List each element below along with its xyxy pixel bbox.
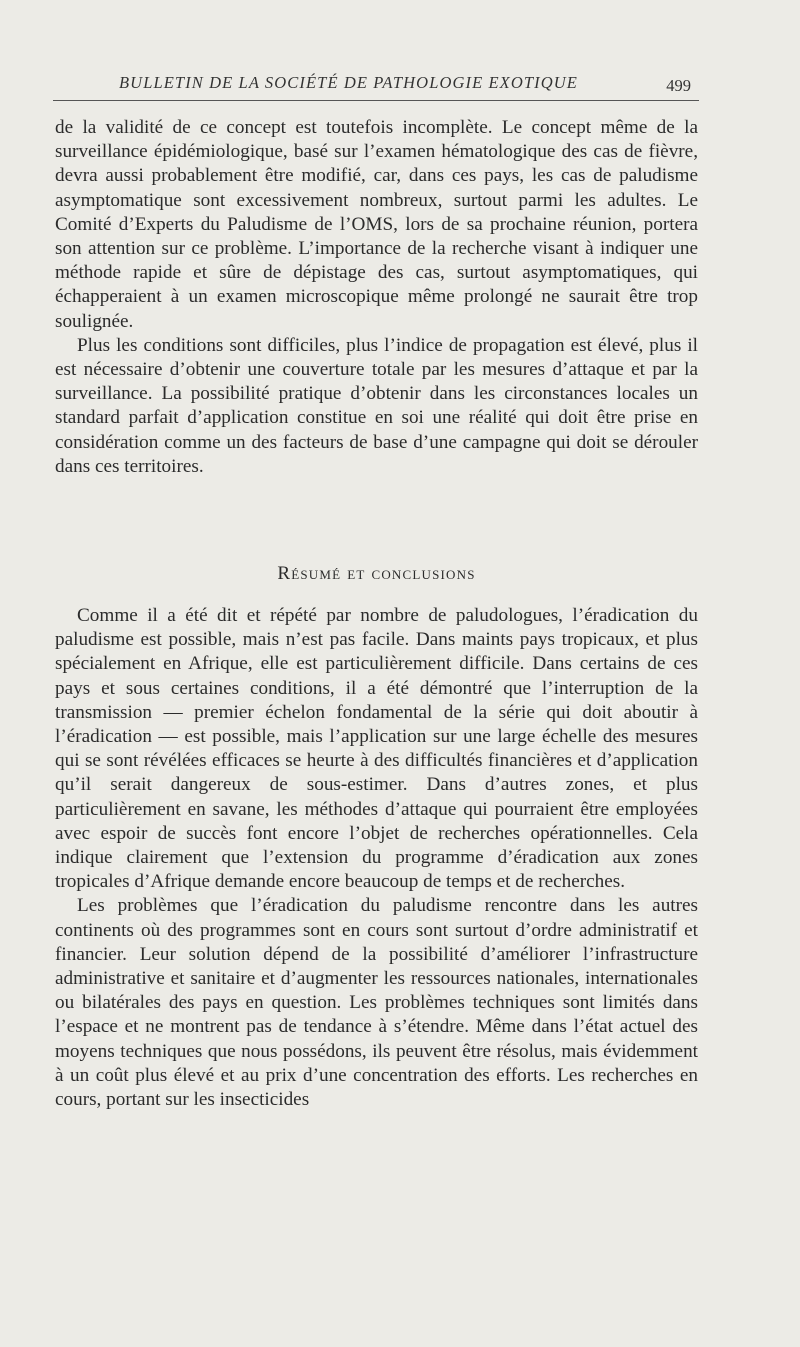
- paragraph: Plus les conditions sont difficiles, plus l’indice de propagation est élevé, plus il est nécessaire d’obtenir une couverture totale par les mesures d’attaque et par la surveillance. La possibilité pratique d’obtenir dans les circonstances locales un standard parfait d’application constitue en soi une réalité qui doit être prise en considération comme un des facteurs de base d’une campagne qui doit se dérouler dans ces territoires.: [55, 334, 698, 477]
- paragraph: Comme il a été dit et répété par nombre de paludologues, l’éradication du paludisme est possible, mais n’est pas facile. Dans maints pays tropicaux, et plus spécialement en Afrique, elle est particulièrement difficile. Dans certains de ces pays et sous certaines conditions, il a été démontré que l’interruption de la transmission — premier échelon fondamental de la série qui doit aboutir à l’éradication — est possible, mais l’application sur une large échelle des mesures qui se sont révélées efficaces se heurte à des difficultés financières et d’application qu’il serait dangereux de sous-estimer. Dans d’autres zones, et plus particulièrement en savane, les méthodes d’attaque qui pourraient être employées avec espoir de succès font encore l’objet de recherches opérationnelles. Cela indique clairement que l’extension du programme d’éradication aux zones tropicales d’Afrique demande encore beaucoup de temps et de recherches.: [55, 605, 698, 893]
- paragraph: Les problèmes que l’éradication du paludisme rencontre dans les autres continents où des programmes sont en cours sont surtout d’ordre administratif et financier. Leur solution dépend de la possibilité d’améliorer l’infrastructure administrative et sanitaire et d’augmenter les ressources nationales, internationales ou bilatérales des pays en question. Les problèmes techniques sont limités dans l’espace et ne montrent pas de tendance à s’étendre. Même dans l’état actuel des moyens techniques que nous possédons, ils peuvent être résolus, mais évidemment à un coût plus élevé et au prix d’une concentration des efforts. Les recherches en cours, portant sur les insecticides: [55, 895, 698, 1111]
- continuation-paragraph: de la validité de ce concept est toutefois incomplète. Le concept même de la surveillance épidémiologique, basé sur l’examen hématologique des cas de fièvre, devra aussi probablement être modifié, car, dans ces pays, les cas de paludisme asymptomatique sont excessivement nombreux, surtout parmi les adultes. Le Comité d’Experts du Paludisme de l’OMS, lors de sa prochaine réunion, portera son attention sur ce problème. L’importance de la recherche visant à indiquer une méthode rapide et sûre de dépistage des cas, surtout asymptomatiques, qui échapperaient à un examen microscopique même prolongé ne saurait être trop soulignée.: [55, 117, 698, 332]
- section-heading: Résumé et conclusions: [277, 563, 476, 584]
- body-text-summary: [55, 604, 698, 1112]
- page-number: 499: [666, 76, 691, 95]
- journal-title: BULLETIN DE LA SOCIÉTÉ DE PATHOLOGIE EXOTIQUE: [119, 73, 578, 92]
- body-text-top: [55, 116, 698, 479]
- running-header: [53, 70, 699, 101]
